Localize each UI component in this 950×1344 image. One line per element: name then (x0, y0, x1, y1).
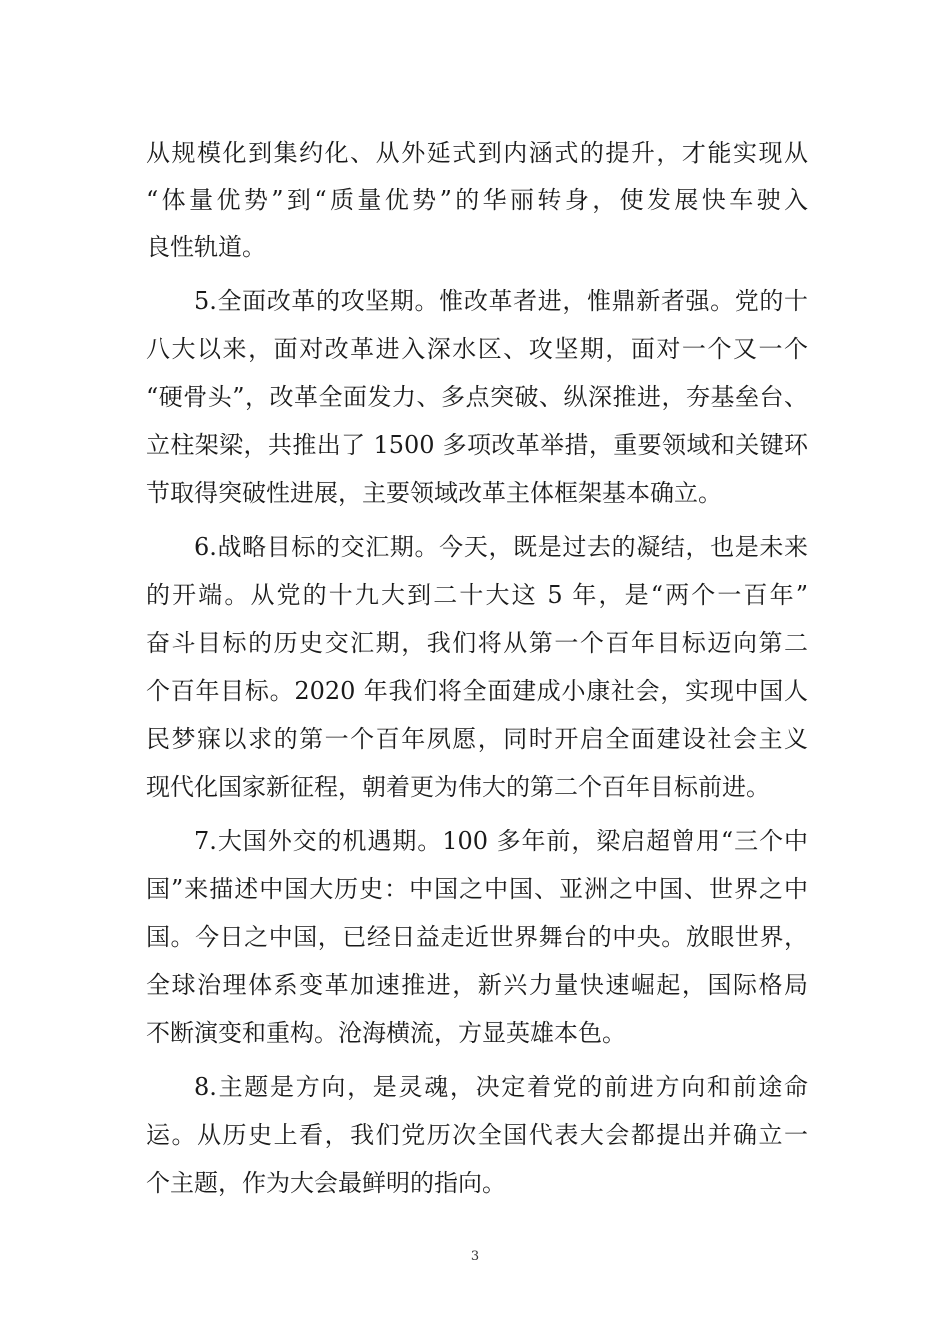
text-line: 个百年目标。2020 年我们将全面建成小康社会，实现中国人 (146, 677, 808, 705)
text-line: 的开端。从党的十九大到二十大这 5 年，是“两个一百年” (146, 581, 808, 609)
text-line: 现代化国家新征程，朝着更为伟大的第二个百年目标前进。 (146, 773, 770, 801)
text-line: 运。从历史上看，我们党历次全国代表大会都提出并确立一 (146, 1121, 808, 1149)
text-line: 全球治理体系变革加速推进，新兴力量快速崛起，国际格局 (146, 971, 808, 999)
text-line: 个主题，作为大会最鲜明的指向。 (146, 1169, 506, 1197)
text-line: “体量优势”到“质量优势”的华丽转身，使发展快车驶入 (146, 186, 808, 214)
text-line: 国。今日之中国，已经日益走近世界舞台的中央。放眼世界， (146, 923, 808, 951)
text-line: 国”来描述中国大历史：中国之中国、亚洲之中国、世界之中 (146, 875, 808, 903)
text-line: 八大以来，面对改革进入深水区、攻坚期，面对一个又一个 (146, 335, 808, 363)
page-number: 3 (470, 1249, 480, 1264)
text-line: 5.全面改革的攻坚期。惟改革者进，惟鼎新者强。党的十 (194, 287, 808, 315)
text-line: 从规模化到集约化、从外延式到内涵式的提升，才能实现从 (146, 139, 808, 167)
text-line: 立柱架梁，共推出了 1500 多项改革举措，重要领域和关键环 (146, 431, 808, 459)
text-line: “硬骨头”，改革全面发力、多点突破、纵深推进，夯基垒台、 (146, 383, 808, 411)
text-line: 节取得突破性进展，主要领域改革主体框架基本确立。 (146, 479, 722, 507)
text-line: 6.战略目标的交汇期。今天，既是过去的凝结，也是未来 (194, 533, 808, 561)
text-line: 不断演变和重构。沧海横流，方显英雄本色。 (146, 1019, 626, 1047)
text-line: 7.大国外交的机遇期。100 多年前，梁启超曾用“三个中 (194, 827, 808, 855)
text-line: 民梦寐以求的第一个百年夙愿，同时开启全面建设社会主义 (146, 725, 808, 753)
text-line: 8.主题是方向，是灵魂，决定着党的前进方向和前途命 (194, 1073, 808, 1101)
text-line: 良性轨道。 (146, 233, 266, 261)
text-line: 奋斗目标的历史交汇期，我们将从第一个百年目标迈向第二 (146, 629, 808, 657)
